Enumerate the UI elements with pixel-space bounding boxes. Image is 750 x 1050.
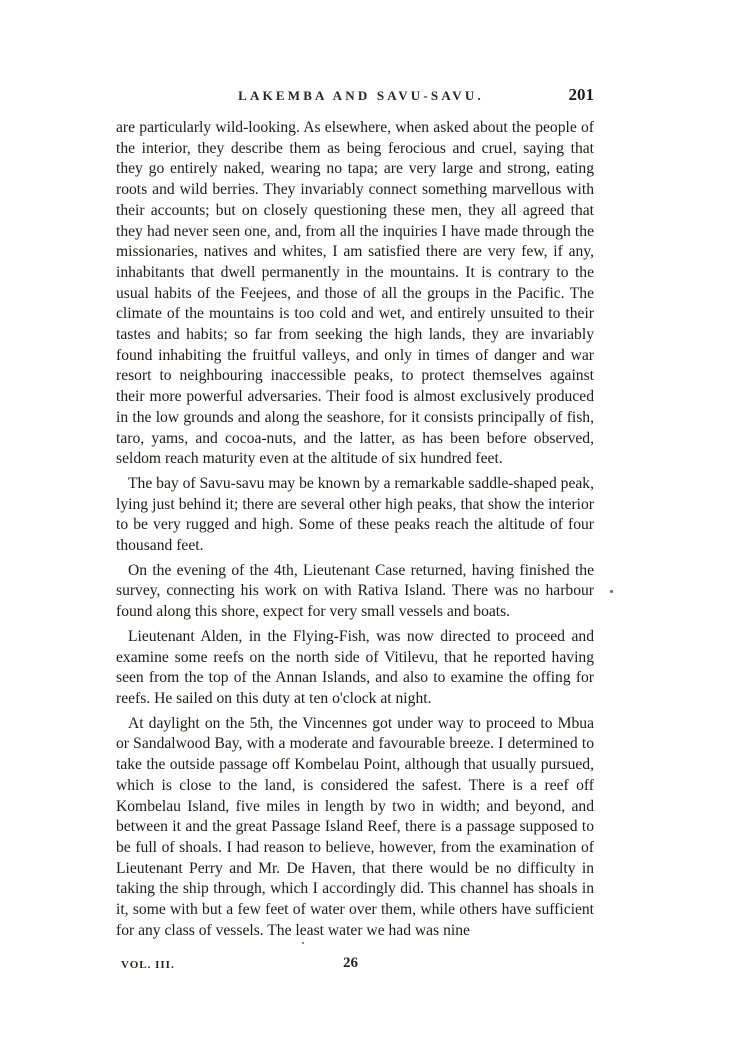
paragraph: Lieutenant Alden, in the Flying-Fish, was now directed to proceed and examine some reefs on the north side of Vitilevu, that he reported having seen from the top of the Annan Islands, and also to examine the offing for reefs. He sailed on this duty at ten o'clock at night. bbox=[116, 627, 594, 707]
signature-number: 26 bbox=[343, 955, 358, 971]
running-head bbox=[128, 85, 594, 110]
body-text bbox=[116, 118, 594, 941]
paragraph: The bay of Savu-savu may be known by a remarkable saddle-shaped peak, lying just behind it; there are several other high peaks, that show the interior to be very rugged and high. Some of these peaks reach the altitude of four thousand feet. bbox=[116, 474, 594, 555]
volume-signature: VOL. III. bbox=[121, 959, 175, 971]
paragraph: are particularly wild-looking. As elsewhere, when asked about the people of the interior, they describe them as being ferocious and cruel, saying that they go entirely naked, wearing no tapa; are very large and strong, eating roots and wild berries. They invariably connect something marvellous with their accounts; but on closely questioning these men, they all agreed that they had never seen one, and, from all the inquiries I have made through the missionaries, natives and whites, I am satisfied there are very few, if any, inhabitants that dwell permanently in the mountains. It is contrary to the usual habits of the Feejees, and those of all the groups in the Pacific. The climate of the mountains is too cold and wet, and entirely unsuited to their tastes and habits; so far from seeking the high lands, they are invariably found inhabiting the fruitful valleys, and only in times of danger and war resort to neighbouring inaccessible peaks, to protect themselves against their more powerful adversaries. Their food is almost exclusively produced in the low grounds and along the seashore, for it consists principally of fish, taro, yams, and cocoa-nuts, and the latter, as has been before observed, seldom reach maturity even at the altitude of six hundred feet. bbox=[116, 119, 594, 468]
running-title: LAKEMBA AND SAVU-SAVU. bbox=[238, 88, 484, 103]
ink-speck bbox=[610, 590, 613, 593]
ink-speck bbox=[302, 942, 304, 944]
paragraph: At daylight on the 5th, the Vincennes got under way to proceed to Mbua or Sandalwood Bay, with a moderate and favourable breeze. I determined to take the outside passage off Kombelau Point, although that usually pursued, which is close to the land, is considered the safest. There is a reef off Kombelau Island, five miles in length by two in width; and beyond, and between it and the great Passage Island Reef, there is a passage supposed to be full of shoals. I had reason to believe, however, from the examination of Lieutenant Perry and Mr. De Haven, that there would be no difficulty in taking the ship through, which I accordingly did. This channel has shoals in it, some with but a few feet of water over them, while others have sufficient for any class of vessels. The least water we had was nine bbox=[116, 714, 594, 939]
paragraph: On the evening of the 4th, Lieutenant Case returned, having finished the survey, connecting his work on with Rativa Island. There was no harbour found along this shore, expect for very small vessels and boats. bbox=[116, 561, 594, 621]
page-number: 201 bbox=[568, 85, 594, 104]
